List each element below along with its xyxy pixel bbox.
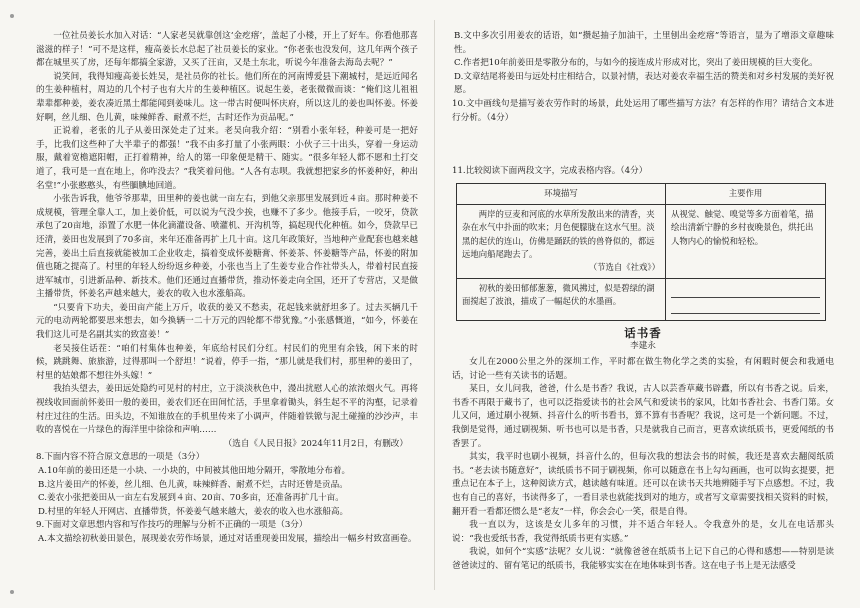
story-paragraph: 小张告诉我，他爷爷那辈，田里种的姜也就一亩左右，到他父亲那里发展到近４亩。那时种姜不成规模，管理全靠人工，加上姜价低，可以说为气没少挨，也赚不了多少。他接手后，一咬牙，贷款承包了20亩地，添置了水肥一体化滴灌设备、喷灌机、开沟机等，搞起现代化种植。如今，贷款早已还清，姜田也发展到了70多亩，来年还准备再扩上几十亩。这几年政策好，当地种产业配套也越来越完善，姜出土后直接就能被加工企业收走，搞着变成怀姜糖膏、怀姜茶、怀姜糖等产品，怀姜的附加值也随之提高了。村里的年轻人纷纷返乡种姜，小张也当上了生姜专业合作社带头人，带着村民直接进军城市，引进新品种、新技术。他们还通过直播带货，推动怀姜走向全国，还开了专营店，又是做主播带货，怀姜名声越来越大，姜农的收入也水涨船高。 (36, 194, 418, 300)
question-9-stem: 9.下面对文章思想内容和写作技巧的理解与分析不正确的一项是（3分） (36, 520, 308, 531)
question-10-answer-space (452, 125, 834, 165)
story-paragraph: 说笑间，我得知瘦高姜长姓吴，是社员你的社长。他们所在的河南博爱县下潮城村，是远近闻名的生姜种植村，周边的几个村子也有大片的生姜种植区。说起生姜，老张微微而谈：“俺们这儿祖祖辈辈都种姜，姜农凑近黑土都能闻到姜味儿。这一带古时便叫怀庆府，所以这儿的姜也叫怀姜。怀姜好啊，丝儿细、色儿黄，味辣鲜香、耐煮不烂，古时还作为贡品呢。” (36, 71, 418, 123)
left-column (36, 30, 418, 547)
table-cell-environment: 初秋的姜田郁郁葱葱，微风拂过，似是碧绿的湖面搅起了波浪，描成了一幅起伏的水墨画。 (457, 278, 666, 320)
question-8-option-b: B.这片姜田产的怀姜，丝儿细、色儿黄，味辣鲜香、耐煮不烂，古时还曾是贡品。 (38, 479, 348, 490)
article-author: 李建永 (630, 341, 656, 352)
binding-hole-mark (10, 14, 14, 18)
story-paragraph: 一位社员姜长水加入对话：“人家老吴就靠创这‘金疙瘩’，盖起了小楼，开上了好车。你看他那喜滋滋的样子！”可不是这样，瘦高姜长水总起了社员姜长的家业。“你老张也没发何，这几年两个孩子都在城里买了房，还每年都搞全家游，又买了汪亩，又是土东北，听说今年准备去海岛去呢？” (36, 31, 418, 69)
question-11-stem: 11.比较阅读下面两段文字，完成表格内容。（4分） (452, 166, 648, 177)
table-row (457, 278, 826, 320)
article-paragraph: 我一直以为，这该是女儿多年的习惯，并不适合年轻人。令我意外的是，女儿在电话那头说：“我也爱纸书香，我觉得纸质书更有实感。” (452, 520, 834, 544)
page-fold-line (434, 20, 435, 590)
table-cell-effect: 从视觉、触觉、嗅觉等多方面着笔，描绘出清新宁静的乡村夜晚景色，烘托出人物内心的愉悦和轻松。 (666, 204, 826, 278)
right-column (452, 30, 834, 573)
article-paragraph: 女儿在2000公里之外的深圳工作，平时都在做生物化学之类的实验，有闲暇时便会和我通电话，讨论一些有关读书的话题。 (452, 356, 834, 381)
story-paragraph: 我抬头望去，姜田远处隐约可见村的村庄，立于淡淡秋色中，漫出扰慰人心的浓浓烟火气。再将视线收回面前怀姜田一般的姜田，姜农们还在田间忙活，手里拿着锄头，斜生起不平的沟壑，记录着村庄过往的生活。田头边，不知谁放在的手机里传来了小调声，伴随着铁锨与泥土碰撞的沙沙声，丰收的喜悦在一片绿色的海洋里中徐徐和声响…… (36, 384, 418, 436)
comparison-table (456, 183, 826, 321)
article-source: （选自《人民日报》2024年11月2日，有删改） (223, 438, 408, 449)
excerpt-text: 两岸的豆麦和河底的水草所发散出来的清香，夹杂在水气中扑面的吹来；月色便朦胧在这水气里。淡黑的起伏的连山，仿佛是踊跃的铁的兽脊似的，都远远地向船尾跑去了。 (462, 208, 655, 259)
question-9-option-b: B.文中多次引用姜农的话语，如“攒起抽子加油干，土里刨出金疙瘩”等语言，显为了增添文章趣味性。 (454, 31, 834, 55)
question-8-option-a: A.10年前的姜田还是一小块、一小块的，中间被其他田地分隔开，零散地分布着。 (38, 466, 351, 476)
table-row (457, 204, 826, 278)
table-cell-environment (457, 204, 666, 278)
article-paragraph: 某日，女儿问我，爸爸，什么是书香？我说，古人以芸香草藏书辟蠹，所以有书香之说。后来，书香不再限于藏书了，也可以泛指爱读书的社会风气和爱读书的家风，比如书香社会、书香门第。女儿又问，通过刷小视频、抖音什么的听书看书，算不算有书香呢？我说，这可是一个新问题。不过，我倒是觉得，通过刷视频、听书也可以是书香，只是就我自己而言，更喜欢读纸质书，更爱闻纸的书香罢了。 (452, 384, 834, 449)
article-paragraph: 我说，如何个“实感”法呢？女儿说：“就像爸爸在纸质书上记下自己的心得和感想——特别是读爸爸读过的、留有笔记的纸质书，我能够实实在在地体味到书香。这在电子书上是无法感受 (452, 547, 834, 571)
article-title: 话书香 (624, 325, 662, 340)
excerpt-source: （节选自《社戏》） (588, 262, 660, 273)
answer-line (671, 285, 820, 298)
question-8-option-c: C.姜农小张把姜田从一亩左右发展到４亩、20亩、70多亩，还准备再扩几十亩。 (38, 493, 344, 504)
binding-hole-mark (10, 590, 14, 594)
story-paragraph: “只要肯下功夫，姜田亩产能上万斤，收获的姜又不愁卖，花起钱来就舒坦多了。过去买辆几千元的电动两轮都要思来想去，如今换辆一二十万元的四轮都不带犹豫。”小张感慨道，“如今，怀姜在我们这儿可是名副其实的致富姜！” (36, 302, 418, 341)
question-8-stem: 8.下面内容不符合原文意思的一项是（3分） (36, 452, 205, 463)
answer-line (671, 301, 820, 314)
table-header-environment: 环境描写 (457, 183, 666, 204)
story-paragraph: 正说着，老张的儿子从姜田深处走了过来。老吴向我介绍：“别看小张年轻，种姜可是一把好手，比我们这些种了大半辈子的都强！”我不由多打量了小张两眼：小伙子三十出头，穿着一身运动服，戴着宽檐遮阳帽，正打着精神，给人的第一印象便是精干、随实。“很多年轻人都不愿和土打交道了，我可是一直在地上，你咋没去？”我笑着问他。“人各有志呗。我就想把家乡的怀姜种好，种出名堂!”小张憨憨头，有些腼腆地回道。 (36, 126, 418, 191)
question-9-option-d: D.文章结尾将姜田与远处村庄相结合，以景衬情，表达对姜农幸福生活的赞美和对乡村发展的美好祝愿。 (454, 71, 834, 96)
question-9-option-c: C.作者把10年前姜田是零散分布的，与如今的接连成片形成对比，突出了姜田规模的巨大变化。 (454, 58, 818, 69)
question-9-option-a: A.本文描绘初秋姜田景色，展现姜农劳作场景，通过对话重现姜田发展，描绘出一幅乡村致富画卷。 (38, 533, 417, 544)
question-10-stem: 10.文中画线句是描写姜农劳作时的场景，此处运用了哪些描写方法？有怎样的作用？请结合文本进行分析。（4分） (452, 98, 834, 123)
question-8-option-d: D.村里的年轻人开网店、直播带货，怀姜姜气越来越大，姜农的收入也水涨船高。 (38, 506, 349, 517)
story-paragraph: 老吴接住话茬：“咱们村集体也种姜，年底给村民们分红。村民们的兜里有余钱，闲下来的时候，跳跳舞、旅旅游，过得那叫一个舒坦！”说着，停手一指，“那儿就是我们村，那里种的姜田了，村里的姑娘都不想往外头嫁！” (36, 343, 418, 381)
answer-blank-cell[interactable] (666, 278, 826, 320)
table-header-effect: 主要作用 (666, 183, 826, 204)
article-paragraph: 其实，我平时也刷小视频，抖音什么的，但每次我的想法会书的时候，我还是喜欢去翻阅纸质书。“老去读书随意好”，读纸质书不同于刷视频，你可以随意在书上勾勾画画，也可以钩玄提要，把重点记在本子上，这种阅读方式，越读越有味道。还可以在读书天共地辨随手写下点感想。不过，我也有自己的喜好，书读得多了，一看目录也就能找到对的地方，或者写文章需要找相关资料的时候，翻开看一看都还惯么是“老友”一样，你会会心一笑，很是自得。 (452, 452, 834, 517)
